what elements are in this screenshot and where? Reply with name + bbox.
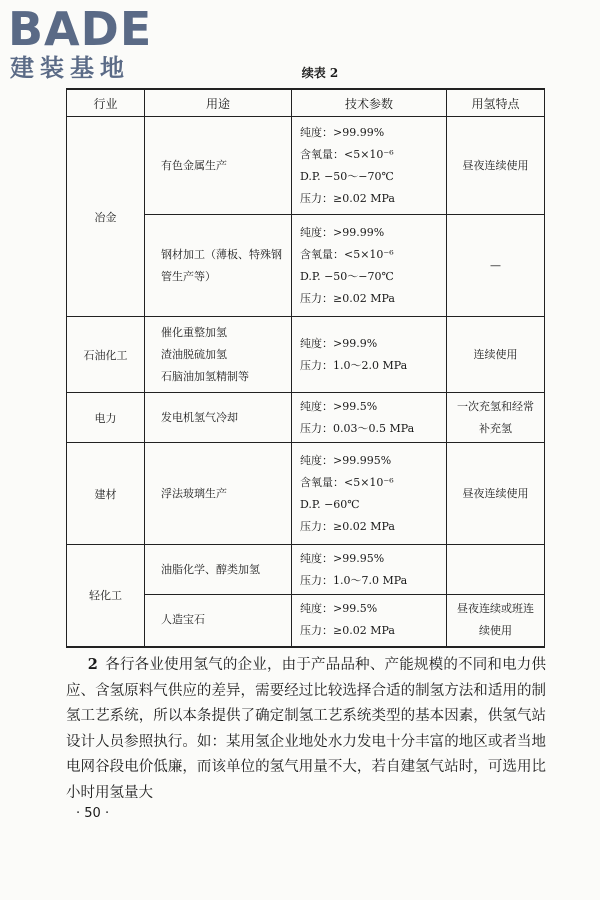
industry-cell: 建材	[67, 443, 145, 545]
use-cell: 有色金属生产	[145, 117, 292, 215]
page-number: · 50 ·	[76, 806, 110, 821]
params-cell	[292, 317, 447, 393]
param-line: 纯度：>99.995%	[300, 453, 392, 467]
param-line: 压力：0.03～0.5 MPa	[300, 421, 415, 435]
feature-cell: 昼夜连续使用	[447, 443, 545, 545]
header-industry: 行业	[67, 89, 145, 117]
param-line: 纯度：>99.99%	[300, 125, 385, 139]
use-cell	[145, 317, 292, 393]
table-row	[67, 545, 545, 595]
industry-cell: 石油化工	[67, 317, 145, 393]
use-line: 渣油脱硫加氢	[161, 347, 227, 361]
param-line: 含氧量：<5×10⁻⁶	[300, 247, 394, 261]
params-cell	[292, 117, 447, 215]
paragraph-text: 各行各业使用氢气的企业，由于产品品种、产能规模的不同和电力供应、含氢原料气供应的差异，需要经过比较选择合适的制氢方法和适用的制氢工艺系统，所以本条提供了确定制氢工艺系统类型的基本因素，供氢气站设计人员参照执行。如：某用氢企业地处水力发电十分丰富的地区或者当地电网谷段电价低廉，而该单位的氢气用量不大，若自建氢气站时，可选用比小时用氢量大	[66, 657, 546, 801]
table-row	[67, 443, 545, 545]
feature-cell: 昼夜连续或班连续使用	[447, 595, 545, 647]
feature-cell: 一次充氢和经常补充氢	[447, 393, 545, 443]
params-cell	[292, 443, 447, 545]
param-line: 压力：1.0～7.0 MPa	[300, 573, 408, 587]
industry-cell: 冶金	[67, 117, 145, 317]
feature-cell	[447, 545, 545, 595]
use-cell: 发电机氢气冷却	[145, 393, 292, 443]
use-cell: 浮法玻璃生产	[145, 443, 292, 545]
table-row	[67, 317, 545, 393]
paragraph-number: 2	[87, 656, 98, 673]
param-line: 纯度：>99.5%	[300, 399, 378, 413]
table-row	[67, 117, 545, 215]
param-line: D.P. −50～−70℃	[300, 169, 394, 183]
params-cell	[292, 545, 447, 595]
params-cell	[292, 215, 447, 317]
header-use: 用途	[145, 89, 292, 117]
industry-cell: 轻化工	[67, 545, 145, 647]
param-line: D.P. −60℃	[300, 497, 360, 511]
body-paragraph	[66, 652, 546, 807]
param-line: 压力：≥0.02 MPa	[300, 191, 395, 205]
hydrogen-usage-table	[66, 88, 545, 648]
params-cell	[292, 393, 447, 443]
use-line: 催化重整加氢	[161, 325, 227, 339]
params-cell	[292, 595, 447, 647]
feature-cell: 昼夜连续使用	[447, 117, 545, 215]
param-line: 纯度：>99.95%	[300, 551, 385, 565]
watermark-subtitle: 建装基地	[10, 54, 130, 82]
param-line: 压力：≥0.02 MPa	[300, 291, 395, 305]
param-line: 纯度：>99.99%	[300, 225, 385, 239]
param-line: 压力：1.0～2.0 MPa	[300, 358, 408, 372]
use-cell: 人造宝石	[145, 595, 292, 647]
feature-cell: 连续使用	[447, 317, 545, 393]
param-line: 纯度：>99.5%	[300, 602, 378, 616]
use-line: 石脑油加氢精制等	[161, 369, 249, 383]
param-line: 压力：≥0.02 MPa	[300, 624, 395, 638]
table-row	[67, 393, 545, 443]
use-cell: 油脂化学、醇类加氢	[145, 545, 292, 595]
header-feature: 用氢特点	[447, 89, 545, 117]
param-line: 含氧量：<5×10⁻⁶	[300, 147, 394, 161]
use-cell: 钢材加工（薄板、特殊钢管生产等）	[145, 215, 292, 317]
param-line: 压力：≥0.02 MPa	[300, 519, 395, 533]
industry-cell: 电力	[67, 393, 145, 443]
param-line: 含氧量：<5×10⁻⁶	[300, 475, 394, 489]
feature-cell: —	[447, 215, 545, 317]
table-header-row	[67, 89, 545, 117]
param-line: 纯度：>99.9%	[300, 336, 378, 350]
watermark-logo	[8, 2, 178, 82]
watermark-brand: BADE	[8, 2, 153, 56]
header-params: 技术参数	[292, 89, 447, 117]
table-caption: 续表 2	[301, 66, 339, 80]
param-line: D.P. −50～−70℃	[300, 269, 394, 283]
